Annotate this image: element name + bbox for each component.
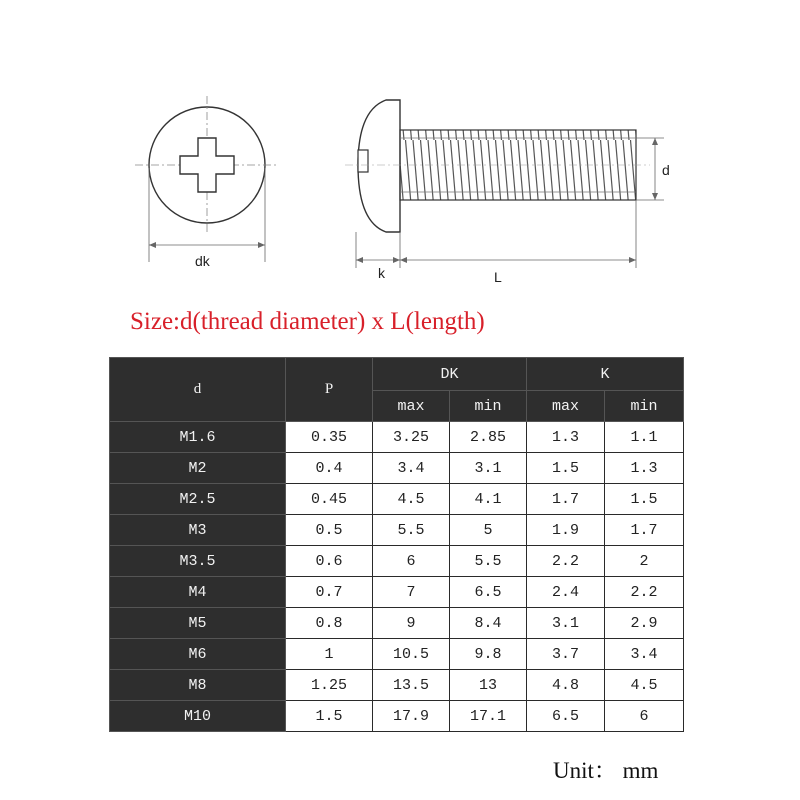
k-min-cell: 1.3: [605, 453, 684, 484]
size-cell: M3: [110, 515, 286, 546]
k-min-cell: 3.4: [605, 639, 684, 670]
k-min-cell: 1.7: [605, 515, 684, 546]
dk-max-cell: 4.5: [373, 484, 450, 515]
dk-min-cell: 5.5: [450, 546, 527, 577]
dk-dimension-label: dk: [195, 253, 210, 269]
k-min-cell: 6: [605, 701, 684, 732]
length-dimension-label: L: [494, 269, 502, 285]
dk-min-cell: 17.1: [450, 701, 527, 732]
size-cell: M5: [110, 608, 286, 639]
k-min-cell: 2.2: [605, 577, 684, 608]
screw-side-view: [345, 100, 664, 268]
header-dk: DK: [373, 358, 527, 391]
size-cell: M10: [110, 701, 286, 732]
k-max-cell: 2.2: [527, 546, 605, 577]
k-min-cell: 2: [605, 546, 684, 577]
k-min-cell: 4.5: [605, 670, 684, 701]
dk-max-cell: 9: [373, 608, 450, 639]
table-row: [110, 546, 684, 577]
dk-max-cell: 3.4: [373, 453, 450, 484]
table-row: [110, 608, 684, 639]
dk-min-cell: 5: [450, 515, 527, 546]
dk-min-cell: 3.1: [450, 453, 527, 484]
pitch-cell: 1: [286, 639, 373, 670]
size-cell: M2.5: [110, 484, 286, 515]
pitch-cell: 1.5: [286, 701, 373, 732]
table-row: [110, 422, 684, 453]
pitch-cell: 1.25: [286, 670, 373, 701]
k-max-cell: 1.9: [527, 515, 605, 546]
header-dk-max: max: [373, 391, 450, 422]
size-cell: M1.6: [110, 422, 286, 453]
k-dimension-label: k: [378, 265, 385, 281]
dk-min-cell: 13: [450, 670, 527, 701]
size-cell: M8: [110, 670, 286, 701]
dk-min-cell: 9.8: [450, 639, 527, 670]
header-k-min: min: [605, 391, 684, 422]
spec-table: [109, 357, 684, 732]
k-min-cell: 2.9: [605, 608, 684, 639]
dk-min-cell: 2.85: [450, 422, 527, 453]
k-max-cell: 2.4: [527, 577, 605, 608]
k-max-cell: 1.5: [527, 453, 605, 484]
k-max-cell: 4.8: [527, 670, 605, 701]
dk-min-cell: 8.4: [450, 608, 527, 639]
table-row: [110, 515, 684, 546]
table-row: [110, 639, 684, 670]
size-cell: M4: [110, 577, 286, 608]
header-k: K: [527, 358, 684, 391]
dk-max-cell: 5.5: [373, 515, 450, 546]
dk-max-cell: 10.5: [373, 639, 450, 670]
pitch-cell: 0.45: [286, 484, 373, 515]
screw-drawing: [0, 0, 800, 300]
pitch-cell: 0.8: [286, 608, 373, 639]
pitch-cell: 0.4: [286, 453, 373, 484]
header-dk-min: min: [450, 391, 527, 422]
dk-min-cell: 6.5: [450, 577, 527, 608]
size-cell: M2: [110, 453, 286, 484]
k-max-cell: 3.7: [527, 639, 605, 670]
pitch-cell: 0.6: [286, 546, 373, 577]
dk-max-cell: 17.9: [373, 701, 450, 732]
phillips-cross-icon: [180, 138, 234, 192]
pitch-cell: 0.35: [286, 422, 373, 453]
header-k-max: max: [527, 391, 605, 422]
dk-max-cell: 7: [373, 577, 450, 608]
k-min-cell: 1.5: [605, 484, 684, 515]
size-caption: Size:d(thread diameter) x L(length): [130, 308, 485, 335]
header-p: P: [286, 358, 373, 422]
dk-min-cell: 4.1: [450, 484, 527, 515]
table-row: [110, 577, 684, 608]
diameter-dimension-label: d: [662, 162, 670, 178]
table-row: [110, 453, 684, 484]
k-min-cell: 1.1: [605, 422, 684, 453]
dk-max-cell: 6: [373, 546, 450, 577]
size-cell: M3.5: [110, 546, 286, 577]
dk-max-cell: 3.25: [373, 422, 450, 453]
k-max-cell: 3.1: [527, 608, 605, 639]
table-header-row: [110, 358, 684, 391]
pitch-cell: 0.7: [286, 577, 373, 608]
table-row: [110, 701, 684, 732]
header-d: d: [110, 358, 286, 422]
size-cell: M6: [110, 639, 286, 670]
k-max-cell: 6.5: [527, 701, 605, 732]
k-max-cell: 1.3: [527, 422, 605, 453]
pitch-cell: 0.5: [286, 515, 373, 546]
k-max-cell: 1.7: [527, 484, 605, 515]
table-row: [110, 484, 684, 515]
unit-label: Unit： mm: [553, 758, 659, 783]
head-top-view: [135, 96, 279, 262]
dk-max-cell: 13.5: [373, 670, 450, 701]
table-row: [110, 670, 684, 701]
